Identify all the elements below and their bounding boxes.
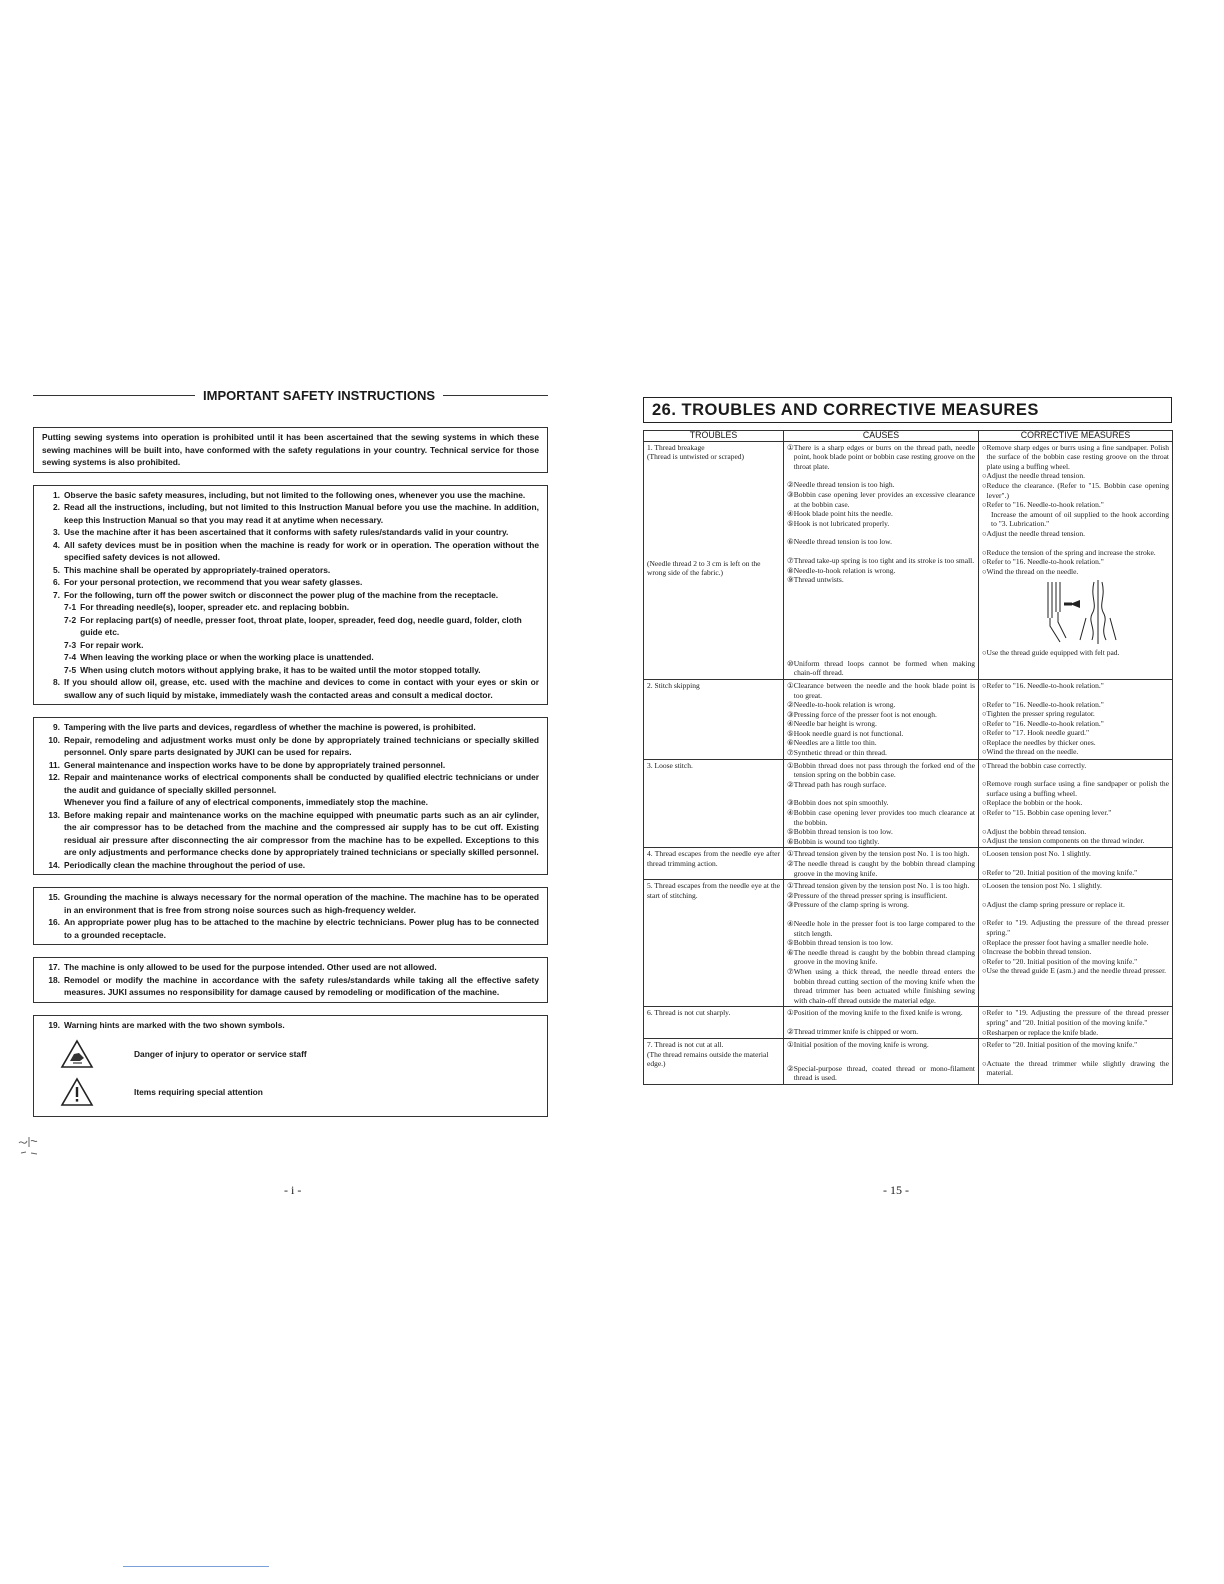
- table-row: [644, 1007, 1173, 1039]
- causes-cell: ① There is a sharp edges or burrs on the thread path, needle point, hook blade point or bobbin case resting groove on the throat plate. ② Needle thread tension is too high. ③ Bobbin case opening lever provides an excessive clearance at the bobbin case. ④ Hook blade point hits the needle. ⑤ Hook is not lubricated properly. ⑥ Needle thread tension is too low. ⑦ Thread take-up spring is too tight and its stroke is too small. ⑧ Needle-to-hook relation is wrong. ⑨ Thread untwists. ⑩ Uniform thread loops cannot be formed when making chain-off thread.: [784, 441, 979, 679]
- table-row: [644, 880, 1173, 1007]
- safety-item: 15. Grounding the machine is always necessary for the normal operation of the machine. The machine has to be operated in an environment that is free from strong noise sources such as high-frequency welder.: [48, 892, 539, 915]
- safety-subitem: 7-5 When using clutch motors without applying brake, it has to be waited until the motor stopped totally.: [64, 664, 481, 675]
- left-page-number: - i -: [284, 1183, 302, 1197]
- symbol-row-danger: [60, 1039, 539, 1069]
- heading-rule-right: [443, 395, 548, 396]
- safety-item: 10. Repair, remodeling and adjustment works must only be done by appropriately trained technicians or specially skilled personnel. Only spare parts designated by JUKI can be used for repairs.: [48, 734, 539, 757]
- safety-item: 14. Periodically clean the machine throughout the period of use.: [48, 859, 306, 870]
- safety-group-2: [33, 717, 548, 875]
- safety-item: 9. Tampering with the live parts and devices, regardless of whether the machine is powered, is prohibited.: [53, 722, 476, 732]
- troubles-table: [643, 430, 1173, 1085]
- measures-cell: ○ Thread the bobbin case correctly. ○ Remove rough surface using a fine sandpaper or polish the surface using a buffing wheel. ○ Replace the bobbin or the hook. ○ Refer to "15. Bobbin case opening lever." ○ Adjust the bobbin thread tension. ○ Adjust the tension components on the thread winder.: [979, 759, 1173, 848]
- safety-group-1: [33, 485, 548, 706]
- measures-cell: ○ Refer to "19. Adjusting the pressure of the thread presser spring" and "20. Initial position of the moving knife." ○ Resharpen or replace the knife blade.: [979, 1007, 1173, 1039]
- table-row: [644, 1039, 1173, 1085]
- safety-subitem: 7-1 For threading needle(s), looper, spreader etc. and replacing bobbin.: [64, 602, 350, 612]
- handwritten-mark: [17, 1133, 43, 1159]
- causes-cell: ① Position of the moving knife to the fixed knife is wrong. ② Thread trimmer knife is chipped or worn.: [784, 1007, 979, 1039]
- safety-heading: IMPORTANT SAFETY INSTRUCTIONS: [203, 388, 436, 403]
- trouble-cell: 6. Thread is not cut sharply.: [644, 1007, 784, 1039]
- needle-winding-figure: [982, 576, 1169, 648]
- safety-group-3: [33, 887, 548, 945]
- safety-item: 19. Warning hints are marked with the two shown symbols.: [48, 1019, 285, 1030]
- safety-item: 3. Use the machine after it has been ascertained that it conforms with safety rules/standards valid in your country.: [53, 527, 509, 537]
- safety-item: 1. Observe the basic safety measures, including, but not limited to the following ones, whenever you use the machine.: [53, 489, 526, 500]
- causes-cell: ① Initial position of the moving knife is wrong. ② Special-purpose thread, coated thread or mono-filament thread is used.: [784, 1039, 979, 1085]
- safety-group-4: [33, 957, 548, 1003]
- table-row: [644, 679, 1173, 759]
- symbol-attention-label: Items requiring special attention: [134, 1086, 263, 1097]
- col-header-measures: CORRECTIVE MEASURES: [979, 431, 1173, 442]
- safety-item-note: Whenever you find a failure of any of electrical components, immediately stop the machine.: [64, 797, 428, 807]
- safety-instructions-page: [33, 388, 548, 1117]
- causes-cell: ① Thread tension given by the tension post No. 1 is too high. ② The needle thread is caught by the bobbin thread clamping groove in the moving knife.: [784, 848, 979, 880]
- safety-intro-text: Putting sewing systems into operation is prohibited until it has been ascertained that the sewing systems in which these sewing machines will be built into, have conformed with the safety regulations in your country. Technical service for those sewing systems is also prohibited.: [42, 432, 539, 467]
- safety-item: 17. The machine is only allowed to be used for the purpose intended. Other used are not allowed.: [48, 962, 437, 972]
- col-header-causes: CAUSES: [784, 431, 979, 442]
- hand-injury-warning-icon: [60, 1039, 94, 1069]
- safety-subitem: 7-3 For repair work.: [64, 639, 144, 650]
- safety-item: 12. Repair and maintenance works of electrical components shall be conducted by qualified electric technicians or under the audit and guidance of specially skilled personnel.: [48, 772, 539, 795]
- symbol-danger-label: Danger of injury to operator or service staff: [134, 1048, 307, 1059]
- needle-thread-winding-illustration: [1026, 578, 1126, 646]
- trouble-cell: 5. Thread escapes from the needle eye at the start of stitching.: [644, 880, 784, 1007]
- safety-item: 5. This machine shall be operated by appropriately-trained operators.: [53, 564, 331, 575]
- caution-exclamation-icon: [60, 1077, 94, 1107]
- table-header-row: [644, 431, 1173, 442]
- scan-edge-line: [123, 1566, 269, 1567]
- safety-item: 7. For the following, turn off the power switch or disconnect the power plug of the machine from the receptacle.: [53, 589, 499, 600]
- measures-cell: ○ Refer to "16. Needle-to-hook relation." ○ Refer to "16. Needle-to-hook relation." ○ Tighten the presser spring regulator. ○ Refer to "16. Needle-to-hook relation." ○ Refer to "17. Hook needle guard." ○ Replace the needles by thicker ones. ○ Wind the thread on the needle.: [979, 679, 1173, 759]
- safety-subitem: 7-4 When leaving the working place or when the working place is unattended.: [64, 652, 374, 662]
- measures-cell: ○ Refer to "20. Initial position of the moving knife." ○ Actuate the thread trimmer while slightly drawing the material.: [979, 1039, 1173, 1085]
- trouble-cell: 7. Thread is not cut at all. (The thread remains outside the material edge.): [644, 1039, 784, 1085]
- safety-group-5: [33, 1015, 548, 1118]
- safety-heading-row: [33, 388, 548, 403]
- safety-item: 8. If you should allow oil, grease, etc. used with the machine and devices to come in contact with your eyes or skin or swallow any of such liquid by mistake, immediately wash the contacted areas and consult a medical doctor.: [53, 677, 539, 700]
- trouble-cell: 1. Thread breakage (Thread is untwisted or scraped) (Needle thread 2 to 3 cm is left on the wrong side of the fabric.): [644, 441, 784, 679]
- safety-item: 18. Remodel or modify the machine in accordance with the safety rules/standards while taking all the effective safety measures. JUKI assumes no responsibility for damage caused by remodeling or modification of the machine.: [48, 974, 539, 997]
- safety-intro-box: [33, 427, 548, 473]
- right-page-number: - 15 -: [883, 1183, 909, 1197]
- safety-subitem: 7-2 For replacing part(s) of needle, presser foot, throat plate, looper, spreader, feed dog, needle guard, folder, cloth guide etc.: [64, 614, 522, 637]
- col-header-troubles: TROUBLES: [644, 431, 784, 442]
- safety-item: 11. General maintenance and inspection works have to be done by appropriately trained personnel.: [48, 759, 446, 770]
- causes-cell: ① Clearance between the needle and the hook blade point is too great. ② Needle-to-hook relation is wrong. ③ Pressing force of the presser foot is not enough. ④ Needle bar height is wrong. ⑤ Hook needle guard is not functional. ⑥ Needles are a little too thin. ⑦ Synthetic thread or thin thread.: [784, 679, 979, 759]
- measures-cell: ○ Loosen the tension post No. 1 slightly. ○ Adjust the clamp spring pressure or replace it. ○ Refer to "19. Adjusting the pressure of the thread presser spring." ○ Replace the presser foot having a smaller needle hole. ○ Increase the bobbin thread tension. ○ Refer to "20. Initial position of the moving knife." ○ Use the thread guide E (asm.) and the needle thread presser.: [979, 880, 1173, 1007]
- table-row: [644, 848, 1173, 880]
- measures-cell: ○ Remove sharp edges or burrs using a fine sandpaper. Polish the surface of the bobbin case resting groove on the throat plate using a buffing wheel. ○ Adjust the needle thread tension. ○ Reduce the clearance. (Refer to "15. Bobbin case opening lever".) ○ Refer to "16. Needle-to-hook relation." Increase the amount of oil supplied to the hook according to "3. Lubrication." ○ Adjust the needle thread tension. ○ Reduce the tension of the spring and increase the stroke. ○ Refer to "16. Needle-to-hook relation." ○ Wind the thread on the needle. ○ Use the thread guide equipped with felt pad.: [979, 441, 1173, 679]
- symbol-row-attention: [60, 1077, 539, 1107]
- safety-item: 4. All safety devices must be in position when the machine is ready for work or in operation. The operation without the specified safety devices is not allowed.: [53, 539, 539, 562]
- table-row: [644, 759, 1173, 848]
- causes-cell: ① Thread tension given by the tension post No. 1 is too high. ② Pressure of the thread presser spring is insufficient. ③ Pressure of the clamp spring is wrong. ④ Needle hole in the presser foot is too large compared to the stitch length. ⑤ Bobbin thread tension is too low. ⑥ The needle thread is caught by the bobbin thread clamping groove in the moving knife. ⑦ When using a thick thread, the needle thread enters the bobbin thread cutting section of the moving knife when the thread trimmer has been actuated while finishing sewing with chain-off thread outside the material edge.: [784, 880, 979, 1007]
- safety-item: 13. Before making repair and maintenance works on the machine equipped with pneumatic parts such as an air cylinder, the air compressor has to be detached from the machine and the compressed air supply has to be cut off. Existing residual air pressure after disconnecting the air compressor from the machine has to be expelled. Exceptions to this are only adjustments and performance checks done by appropriately trained technicians or specially skilled personnel.: [48, 809, 539, 857]
- trouble-cell: 4. Thread escapes from the needle eye after thread trimming action.: [644, 848, 784, 880]
- troubles-page: [643, 397, 1172, 1085]
- causes-cell: ① Bobbin thread does not pass through the forked end of the tension spring on the bobbin case. ② Thread path has rough surface. ③ Bobbin does not spin smoothly. ④ Bobbin case opening lever provides too much clearance at the bobbin. ⑤ Bobbin thread tension is too low. ⑥ Bobbin is wound too tightly.: [784, 759, 979, 848]
- safety-item: 2. Read all the instructions, including, but not limited to this Instruction Manual before you use the machine. In addition, keep this Instruction Manual so that you may read it at anytime when necessary.: [53, 502, 539, 525]
- heading-rule-left: [33, 395, 195, 396]
- section-title: 26. TROUBLES AND CORRECTIVE MEASURES: [643, 397, 1172, 423]
- table-row: [644, 441, 1173, 679]
- measures-cell: ○ Loosen tension post No. 1 slightly. ○ Refer to "20. Initial position of the moving knife.": [979, 848, 1173, 880]
- safety-item: 16. An appropriate power plug has to be attached to the machine by electric technicians. Power plug has to be connected to a grounded receptacle.: [48, 917, 539, 940]
- trouble-cell: 2. Stitch skipping: [644, 679, 784, 759]
- trouble-cell: 3. Loose stitch.: [644, 759, 784, 848]
- safety-item: 6. For your personal protection, we recommend that you wear safety glasses.: [53, 577, 363, 587]
